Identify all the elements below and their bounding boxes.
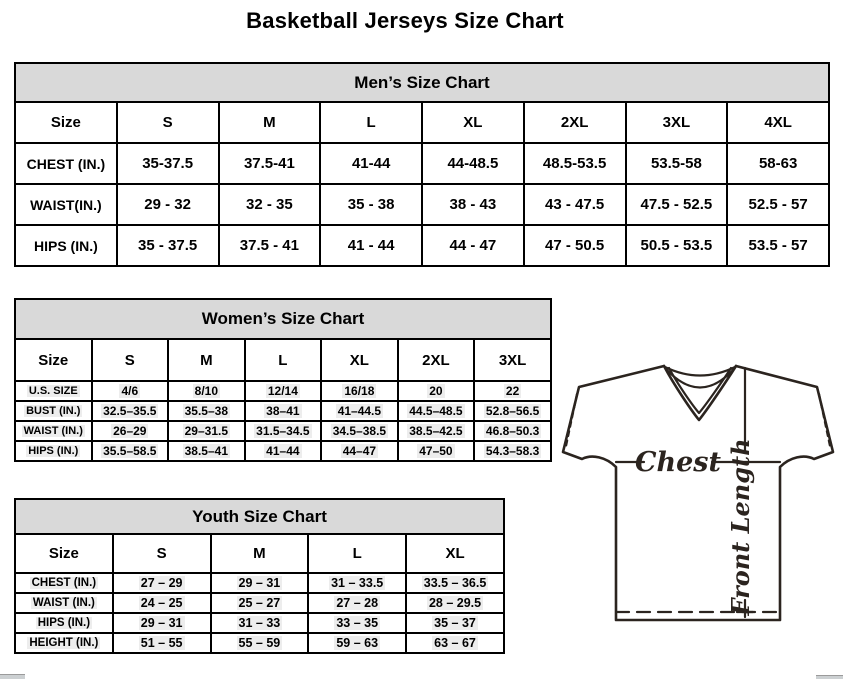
table-cell: 47 - 50.5 xyxy=(524,225,626,266)
table-cell: 16/18 xyxy=(321,381,398,401)
table-cell: 43 - 47.5 xyxy=(524,184,626,225)
column-header: Size xyxy=(15,102,117,143)
front-length-label: Front Length xyxy=(726,438,755,616)
table-cell: 47–50 xyxy=(398,441,475,461)
table-cell: 38 - 43 xyxy=(422,184,524,225)
table-cell: 35.5–38 xyxy=(168,401,245,421)
column-header: L xyxy=(320,102,422,143)
table-cell: 44 - 47 xyxy=(422,225,524,266)
table-cell: 26–29 xyxy=(92,421,169,441)
row-label: HIPS (IN.) xyxy=(15,441,92,461)
table-cell: 63 – 67 xyxy=(406,633,504,653)
column-header: M xyxy=(219,102,321,143)
row-label: WAIST (IN.) xyxy=(15,421,92,441)
row-label: U.S. SIZE xyxy=(15,381,92,401)
table-title: Youth Size Chart xyxy=(15,499,504,534)
table-cell: 38–41 xyxy=(245,401,322,421)
table-cell: 35 – 37 xyxy=(406,613,504,633)
table-cell: 35-37.5 xyxy=(117,143,219,184)
column-header: XL xyxy=(422,102,524,143)
table-cell: 48.5-53.5 xyxy=(524,143,626,184)
scrollbar-fragment-left[interactable] xyxy=(0,674,25,679)
table-cell: 35 - 37.5 xyxy=(117,225,219,266)
table-cell: 33 – 35 xyxy=(308,613,406,633)
row-label: CHEST (IN.) xyxy=(15,573,113,593)
column-header: S xyxy=(113,534,211,573)
row-label: CHEST (IN.) xyxy=(15,143,117,184)
table-cell: 31.5–34.5 xyxy=(245,421,322,441)
table-cell: 44.5–48.5 xyxy=(398,401,475,421)
table-cell: 52.5 - 57 xyxy=(727,184,829,225)
table-cell: 27 – 29 xyxy=(113,573,211,593)
table-cell: 53.5-58 xyxy=(626,143,728,184)
table-cell: 55 – 59 xyxy=(211,633,309,653)
table-cell: 32 - 35 xyxy=(219,184,321,225)
table-cell: 31 – 33.5 xyxy=(308,573,406,593)
table-cell: 27 – 28 xyxy=(308,593,406,613)
table-cell: 52.8–56.5 xyxy=(474,401,551,421)
chest-label: Chest xyxy=(635,447,721,478)
column-header: M xyxy=(211,534,309,573)
row-label: HEIGHT (IN.) xyxy=(15,633,113,653)
table-cell: 22 xyxy=(474,381,551,401)
table-cell: 33.5 – 36.5 xyxy=(406,573,504,593)
table-cell: 50.5 - 53.5 xyxy=(626,225,728,266)
table-cell: 25 – 27 xyxy=(211,593,309,613)
table-cell: 51 – 55 xyxy=(113,633,211,653)
column-header: S xyxy=(117,102,219,143)
table-cell: 37.5-41 xyxy=(219,143,321,184)
page-title: Basketball Jerseys Size Chart xyxy=(246,8,564,33)
table-cell: 29 - 32 xyxy=(117,184,219,225)
column-header: 3XL xyxy=(626,102,728,143)
table-cell: 38.5–42.5 xyxy=(398,421,475,441)
table-cell: 54.3–58.3 xyxy=(474,441,551,461)
table-cell: 35 - 38 xyxy=(320,184,422,225)
column-header: Size xyxy=(15,339,92,381)
table-title: Women’s Size Chart xyxy=(15,299,551,339)
table-title: Men’s Size Chart xyxy=(15,63,829,102)
scrollbar-fragment-right[interactable] xyxy=(816,675,843,679)
table-cell: 38.5–41 xyxy=(168,441,245,461)
table-cell: 37.5 - 41 xyxy=(219,225,321,266)
table-cell: 46.8–50.3 xyxy=(474,421,551,441)
womens-size-table xyxy=(14,298,552,462)
mens-size-table xyxy=(14,62,830,267)
column-header: XL xyxy=(406,534,504,573)
column-header: XL xyxy=(321,339,398,381)
table-cell: 24 – 25 xyxy=(113,593,211,613)
table-cell: 29–31.5 xyxy=(168,421,245,441)
column-header: Size xyxy=(15,534,113,573)
column-header: M xyxy=(168,339,245,381)
column-header: 4XL xyxy=(727,102,829,143)
table-cell: 12/14 xyxy=(245,381,322,401)
table-cell: 34.5–38.5 xyxy=(321,421,398,441)
table-cell: 41 - 44 xyxy=(320,225,422,266)
row-label: BUST (IN.) xyxy=(15,401,92,421)
table-cell: 28 – 29.5 xyxy=(406,593,504,613)
row-label: WAIST (IN.) xyxy=(15,593,113,613)
table-cell: 31 – 33 xyxy=(211,613,309,633)
table-cell: 44-48.5 xyxy=(422,143,524,184)
jersey-outline-shape xyxy=(563,366,833,620)
table-cell: 32.5–35.5 xyxy=(92,401,169,421)
column-header: 2XL xyxy=(524,102,626,143)
column-header: 3XL xyxy=(474,339,551,381)
column-header: L xyxy=(245,339,322,381)
table-cell: 41-44 xyxy=(320,143,422,184)
column-header: S xyxy=(92,339,169,381)
table-cell: 41–44 xyxy=(245,441,322,461)
table-cell: 20 xyxy=(398,381,475,401)
table-cell: 41–44.5 xyxy=(321,401,398,421)
table-cell: 4/6 xyxy=(92,381,169,401)
table-cell: 8/10 xyxy=(168,381,245,401)
column-header: 2XL xyxy=(398,339,475,381)
row-label: HIPS (IN.) xyxy=(15,613,113,633)
table-cell: 35.5–58.5 xyxy=(92,441,169,461)
table-cell: 29 – 31 xyxy=(113,613,211,633)
table-cell: 47.5 - 52.5 xyxy=(626,184,728,225)
table-cell: 29 – 31 xyxy=(211,573,309,593)
jersey-measurement-diagram xyxy=(558,358,838,633)
table-cell: 58-63 xyxy=(727,143,829,184)
table-cell: 59 – 63 xyxy=(308,633,406,653)
youth-size-table xyxy=(14,498,505,654)
row-label: HIPS (IN.) xyxy=(15,225,117,266)
table-cell: 44–47 xyxy=(321,441,398,461)
row-label: WAIST(IN.) xyxy=(15,184,117,225)
column-header: L xyxy=(308,534,406,573)
table-cell: 53.5 - 57 xyxy=(727,225,829,266)
